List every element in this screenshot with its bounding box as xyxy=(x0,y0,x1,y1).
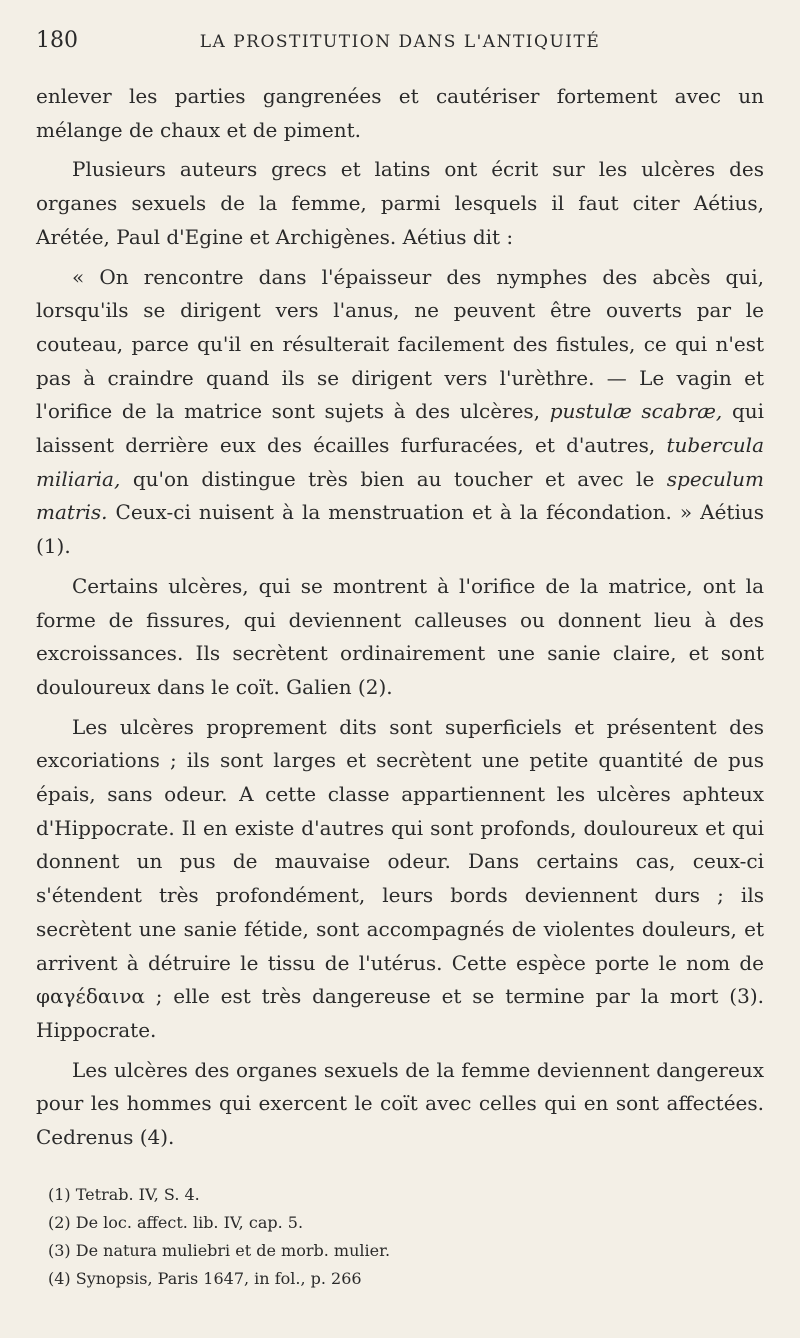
paragraph-2: Plusieurs auteurs grecs et latins ont écrit sur les ulcères des organes sexuels de la femme, parmi lesquels il faut citer Aétius, Arétée, Paul d'Egine et Archigènes. Aétius dit : xyxy=(36,157,764,249)
para5-text-a: Les ulcères proprement dits sont superficiels et présentent des excoriations ; ils sont larges et secrètent une petite quantité de pus épais, sans odeur. A cette classe appartiennent les ulcères aphteux d'Hippocrate. Il en existe d'autres qui sont profonds, douloureux et qui donnent un pus de mauvaise odeur. Dans certains cas, ceux-ci s'étendent très profondément, leurs bords deviennent durs ; ils secrètent une sanie fétide, sont accompagnés de violentes douleurs, et arrivent à détruire le tissu de l'utérus. Cette espèce porte le nom de xyxy=(36,714,764,975)
latin-term-speculum: speculum matris. xyxy=(36,466,764,525)
footnotes xyxy=(36,1181,764,1293)
paragraph-3-quote xyxy=(36,261,764,564)
paragraph-1: enlever les parties gangrenées et cautériser fortement avec un mélange de chaux et de piment. xyxy=(36,84,764,142)
running-head: LA PROSTITUTION DANS L'ANTIQUITÉ xyxy=(199,32,601,52)
quote-text-d: Ceux-ci nuisent à la menstruation et à la fécondation. » Aétius (1). xyxy=(36,500,765,559)
body-text xyxy=(36,80,764,1155)
paragraph-5 xyxy=(36,711,764,1048)
latin-term-tubercula: tubercula miliaria, xyxy=(36,433,764,491)
footnote-1: (1) Tetrab. IV, S. 4. xyxy=(48,1185,200,1204)
footnote-2: (2) De loc. affect. lib. IV, cap. 5. xyxy=(48,1213,304,1232)
quote-text-b: qui laissent derrière eux des écailles furfuracées, et d'autres, xyxy=(36,399,765,458)
page-header xyxy=(36,28,764,60)
paragraph-4: Certains ulcères, qui se montrent à l'orifice de la matrice, ont la forme de fissures, qui deviennent calleuses ou donnent lieu à des excroissances. Ils secrètent ordinairement une sanie claire, et sont douloureux dans le coït. Galien (2). xyxy=(36,573,764,699)
quote-text-a: « On rencontre dans l'épaisseur des nymphes des abcès qui, lorsqu'ils se dirigent vers l'anus, ne peuvent être ouverts par le couteau, parce qu'il en résulterait facilement des fistules, ce qui n'est pas à craindre quand ils se dirigent vers l'urèthre. — Le vagin et l'orifice de la matrice sont sujets à des ulcères, xyxy=(36,264,764,424)
footnote-4: (4) Synopsis, Paris 1647, in fol., p. 266 xyxy=(48,1269,362,1288)
greek-term: φαγέδαινα xyxy=(36,984,145,1009)
para5-text-b: ; elle est très dangereuse et se termine par la mort (3). Hippocrate. xyxy=(36,984,764,1042)
latin-term-pustulae: pustulæ scabræ, xyxy=(549,399,723,424)
paragraph-6: Les ulcères des organes sexuels de la femme deviennent dangereux pour les hommes qui exercent le coït avec celles qui en sont affectées. Cedrenus (4). xyxy=(36,1057,764,1150)
page-number: 180 xyxy=(36,28,78,53)
quote-text-c: qu'on distingue très bien au toucher et avec le xyxy=(132,466,655,491)
footnote-3: (3) De natura muliebri et de morb. mulier. xyxy=(48,1241,391,1260)
